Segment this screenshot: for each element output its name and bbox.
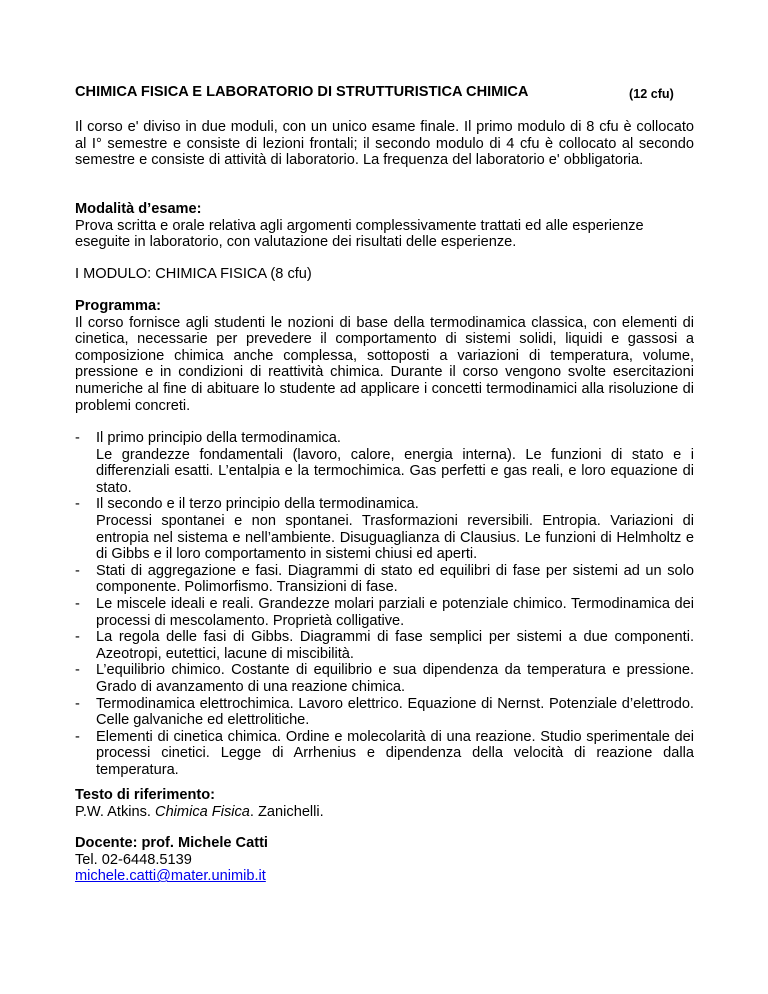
reference-publisher: . Zanichelli. (249, 803, 324, 820)
reference-section (75, 787, 694, 820)
teacher-email-link[interactable]: michele.catti@mater.unimib.it (75, 868, 266, 885)
topic-head: Stati di aggregazione e fasi. Diagrammi di stato ed equilibri di fase per sistemi ad un solo componente. Polimorfismo. Transizioni di fase. (96, 562, 694, 596)
list-item: - Il secondo e il terzo principio della termodinamica. Processi spontanei e non spontanei. Trasformazioni reversibili. Entropia. Variazioni di entropia nel sistema e nell’ambiente. Disuguaglianza di Clausius. Le funzioni di Helmholtz e di Gibbs e il loro comportamento in sistemi chiusi ed aperti. (75, 496, 694, 563)
list-item: - Le miscele ideali e reali. Grandezze molari parziali e potenziale chimico. Termodinamica dei processi di mescolamento. Proprietà colligative. (75, 595, 694, 629)
exam-text: Prova scritta e orale relativa agli argomenti complessivamente trattati ed alle esperienze eseguite in laboratorio, con valutazione dei risultati delle esperienze. (75, 217, 644, 251)
reference-text (75, 804, 694, 821)
reference-book: Chimica Fisica (155, 803, 250, 820)
list-item: - Termodinamica elettrochimica. Lavoro elettrico. Equazione di Nernst. Potenziale d’elettrodo. Celle galvaniche ed elettrolitiche. (75, 695, 694, 729)
list-item: - L’equilibrio chimico. Costante di equilibrio e sua dipendenza da temperatura e pressione. Grado di avanzamento di una reazione chimica. (75, 662, 694, 695)
intro-paragraph: Il corso e' diviso in due moduli, con un unico esame finale. Il primo modulo di 8 cfu è collocato al I° semestre e consiste di lezioni frontali; il secondo modulo di 4 cfu è collocato al secondo semestre e consiste di attività di laboratorio. La frequenza del laboratorio e' obbligatoria. (75, 119, 694, 169)
exam-section (75, 201, 694, 251)
topic-head: Il secondo e il terzo principio della termodinamica. (96, 496, 419, 513)
list-item: - Elementi di cinetica chimica. Ordine e molecolarità di una reazione. Studio sperimentale dei processi cinetici. Legge di Arrhenius e dipendenza della velocità di reazione dalla temperatura. (75, 728, 694, 778)
list-item: - La regola delle fasi di Gibbs. Diagrammi di fase semplici per sistemi a due componenti. Azeotropi, eutettici, lacune di miscibilità. (75, 629, 694, 662)
module-heading: I MODULO: CHIMICA FISICA (8 cfu) (75, 266, 312, 282)
teacher-section (75, 835, 694, 885)
teacher-heading: Docente: prof. Michele Catti (75, 835, 268, 851)
course-title: CHIMICA FISICA E LABORATORIO DI STRUTTURISTICA CHIMICA (75, 84, 529, 100)
topic-head: Termodinamica elettrochimica. Lavoro elettrico. Equazione di Nernst. Potenziale d’elettrodo. Celle galvaniche ed elettrolitiche. (96, 695, 694, 729)
program-section (75, 298, 694, 414)
topic-head: Le miscele ideali e reali. Grandezze molari parziali e potenziale chimico. Termodinamica dei processi di mescolamento. Proprietà colligative. (96, 595, 694, 629)
topic-body: Processi spontanei e non spontanei. Trasformazioni reversibili. Entropia. Variazioni di entropia nel sistema e nell’ambiente. Disuguaglianza di Clausius. Le funzioni di Helmholtz e di Gibbs e il loro comportamento in sistemi chiusi ed aperti. (96, 512, 694, 563)
topics-list (75, 430, 694, 778)
teacher-phone: Tel. 02-6448.5139 (75, 851, 192, 868)
topic-head: La regola delle fasi di Gibbs. Diagrammi di fase semplici per sistemi a due componenti. Azeotropi, eutettici, lacune di miscibilità. (96, 629, 694, 662)
program-text: Il corso fornisce agli studenti le nozioni di base della termodinamica classica, con elementi di cinetica, necessarie per prevedere il comportamento di sistemi solidi, liquidi e gassosi a composizione chimica anche complessa, sottoposti a variazioni di temperatura, volume, pressione e in condizioni di reattività chimica. Durante il corso vengono svolte esercitazioni numeriche al fine di abituare lo studente ad applicare i concetti termodinamici alla risoluzione di problemi concreti. (75, 314, 694, 414)
topic-head: L’equilibrio chimico. Costante di equilibrio e sua dipendenza da temperatura e pressione. Grado di avanzamento di una reazione chimica. (96, 662, 694, 695)
reference-heading: Testo di riferimento: (75, 787, 216, 803)
program-heading: Programma: (75, 298, 161, 314)
list-item: - Stati di aggregazione e fasi. Diagrammi di stato ed equilibri di fase per sistemi ad un solo componente. Polimorfismo. Transizioni di fase. (75, 562, 694, 596)
topic-head: Elementi di cinetica chimica. Ordine e molecolarità di una reazione. Studio sperimentale dei processi cinetici. Legge di Arrhenius e dipendenza della velocità di reazione dalla temperatura. (96, 728, 694, 778)
course-credits: (12 cfu) (629, 87, 674, 101)
topic-head: Il primo principio della termodinamica. (96, 430, 341, 446)
list-item: - Il primo principio della termodinamica. Le grandezze fondamentali (lavoro, calore, energia interna). Le funzioni di stato e i differenziali esatti. L’entalpia e la termochimica. Gas perfetti e gas reali, e loro equazione di stato. (75, 430, 694, 496)
topic-body: Le grandezze fondamentali (lavoro, calore, energia interna). Le funzioni di stato e i differenziali esatti. L’entalpia e la termochimica. Gas perfetti e gas reali, e loro equazione di stato. (96, 446, 694, 496)
reference-author: P.W. Atkins. (75, 803, 156, 820)
page-title (75, 84, 694, 101)
exam-heading: Modalità d’esame: (75, 201, 202, 217)
